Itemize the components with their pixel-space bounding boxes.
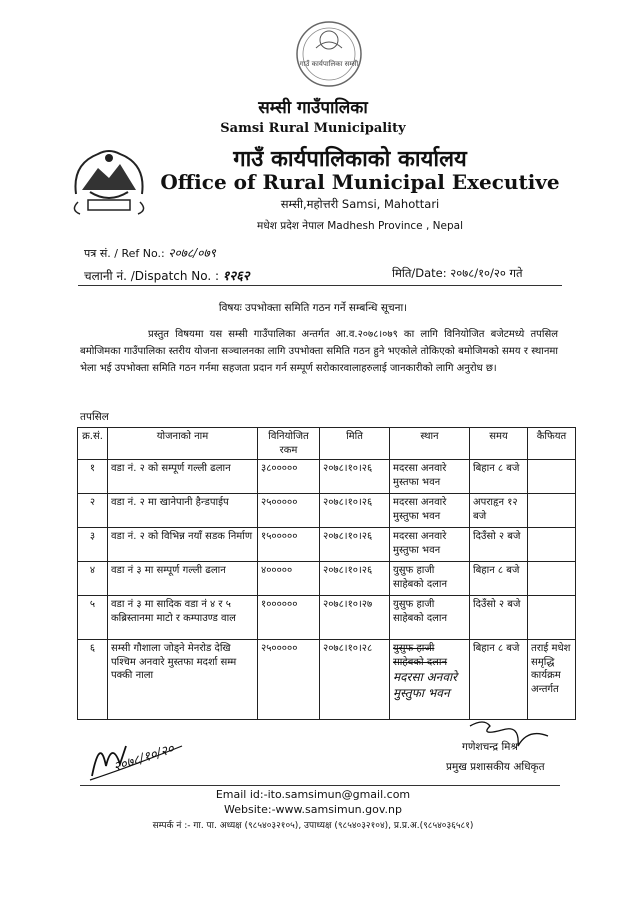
office-name-en: Office of Rural Municipal Executive xyxy=(160,170,560,194)
seal-text: गाउँ कार्यपालिका सम्सी xyxy=(299,60,359,68)
cell-remark: तराई मधेश समृद्धि कार्यक्रम अन्तर्गत xyxy=(528,640,576,720)
cell-place: युसुफ हाजी साहेबको दलान xyxy=(390,596,470,640)
cell-name: वडा नं. २ मा खानेपानी हैन्डपाईप xyxy=(108,494,258,528)
cell-time: बिहान ८ बजे xyxy=(470,640,528,720)
cell-amount: २५००००० xyxy=(258,494,320,528)
cell-amount: १०००००० xyxy=(258,596,320,640)
subject-line: विषयः उपभोक्ता समिति गठन गर्ने सम्बन्धि सूचना। xyxy=(218,302,408,314)
table-row xyxy=(78,494,576,528)
cell-remark xyxy=(528,596,576,640)
footer-contact: सम्पर्क नं :- गा. पा. अध्यक्ष (९८५४०३२१०५), उपाध्यक्ष (९८५४०३२१०४), प्र.प्र.अ.(९८५४०३६५८१) xyxy=(152,821,474,831)
signatory-title: प्रमुख प्रशासकीय अधिकृत xyxy=(446,761,545,773)
cell-date: २०७८।१०।२६ xyxy=(320,562,390,596)
col-header-time: समय xyxy=(470,428,528,460)
cell-remark xyxy=(528,528,576,562)
cell-name: वडा नं ३ मा सादिक वडा नं ४ र ५ कब्रिस्तानमा माटो र कम्पाउण्ड वाल xyxy=(108,596,258,640)
cell-remark xyxy=(528,562,576,596)
cell-name: सम्सी गौशाला जोड्ने मेनरोड देखि पश्चिम अनवारे मुस्तफा मदर्शा सम्म पक्की नाला xyxy=(108,640,258,720)
cell-time: अपराहृन १२ बजे xyxy=(470,494,528,528)
schedule-table xyxy=(77,427,576,720)
footer-email: Email id:-ito.samsimun@gmail.com xyxy=(215,788,411,801)
cell-remark xyxy=(528,460,576,494)
cell-remark xyxy=(528,494,576,528)
body-paragraph: प्रस्तुत विषयमा यस सम्सी गाउँपालिका अन्तर्गत आ.व.२०७८।०७९ का लागि विनियोजित बजेटमध्ये तपसिल बमोजिमका गाउँपालिका स्तरीय योजना सञ्चालनका लागि उपभोक्ता समिति गठन हुने भएकोले तोकिएको बमोजिमको समय र स्थानमा भेला भई उपभोक्ता समिति गठन गर्नमा सहजता प्रदान गर्न सम्पूर्ण सरोकारवालाहरुलाई जानकारीको लागि अनुरोध छ। xyxy=(80,329,558,374)
table-header-row xyxy=(78,428,576,460)
ref-label: पत्र सं. / Ref No.: xyxy=(84,247,165,260)
cell-place: मदरसा अनवारे मुस्तुफा भवन xyxy=(390,528,470,562)
table-row xyxy=(78,528,576,562)
cell-place: युसुफ हाजी साहेबको दलान xyxy=(390,562,470,596)
cell-time: बिहान ८ बजे xyxy=(470,460,528,494)
cell-sn: ४ xyxy=(78,562,108,596)
header-rule xyxy=(78,285,562,286)
col-header-date: मिति xyxy=(320,428,390,460)
cell-amount: ४००००० xyxy=(258,562,320,596)
cell-sn: ६ xyxy=(78,640,108,720)
cell-amount: १५००००० xyxy=(258,528,320,562)
col-header-sn: क्र.सं. xyxy=(78,428,108,460)
dispatch-label: चलानी नं. /Dispatch No. : xyxy=(84,269,220,283)
col-header-remark: कैफियत xyxy=(528,428,576,460)
col-header-place: स्थान xyxy=(390,428,470,460)
footer-website: Website:-www.samsimun.gov.np xyxy=(224,803,402,816)
signature-block xyxy=(440,716,570,780)
date-value: २०७८/१०/२० गते xyxy=(450,266,523,280)
cell-date: २०७८।१०।२६ xyxy=(320,494,390,528)
cell-name: वडा नं. २ को सम्पूर्ण गल्ली ढलान xyxy=(108,460,258,494)
ref-value: २०७८/०७९ xyxy=(168,246,216,260)
dispatch-value: १२६२ xyxy=(222,269,250,284)
date-label: मिति/Date: xyxy=(392,266,447,280)
place-struck-text: युसुफ हाजी साहेबको दलान xyxy=(393,643,448,668)
municipality-name-en: Samsi Rural Municipality xyxy=(220,121,406,136)
cell-name: वडा नं. २ को विभिन्न नयाँ सडक निर्माण xyxy=(108,528,258,562)
address-line: सम्सी,महोत्तरी Samsi, Mahottari xyxy=(280,197,440,211)
place-handwritten-correction: मदरसा अनवारे मुस्तुफा भवन xyxy=(393,670,458,701)
cell-date: २०७८।१०।२८ xyxy=(320,640,390,720)
dispatch-number xyxy=(84,266,250,284)
cell-sn: ५ xyxy=(78,596,108,640)
province-line: मधेश प्रदेश नेपाल Madhesh Province , Nepal xyxy=(257,220,463,232)
col-header-name: योजनाको नाम xyxy=(108,428,258,460)
table-row xyxy=(78,596,576,640)
municipality-name-np: सम्सी गाउँपालिका xyxy=(258,98,368,118)
cell-time: बिहान ८ बजे xyxy=(470,562,528,596)
table-row xyxy=(78,640,576,720)
cell-sn: १ xyxy=(78,460,108,494)
cell-amount: २५००००० xyxy=(258,640,320,720)
letter-date xyxy=(392,266,523,281)
cell-sn: २ xyxy=(78,494,108,528)
cell-name: वडा नं ३ मा सम्पूर्ण गल्ली ढलान xyxy=(108,562,258,596)
table-title: तपसिल xyxy=(80,411,109,423)
top-seal xyxy=(294,18,364,90)
cell-place xyxy=(390,640,470,720)
cell-date: २०७८।१०।२७ xyxy=(320,596,390,640)
cell-sn: ३ xyxy=(78,528,108,562)
col-header-amount: विनियोजित रकम xyxy=(258,428,320,460)
footer-rule xyxy=(80,785,560,786)
table-row xyxy=(78,562,576,596)
nepal-emblem-logo xyxy=(68,144,150,222)
handwritten-initials xyxy=(82,726,192,786)
initials-date: २०७८/१०/२० xyxy=(111,741,177,776)
signatory-name: गणेशचन्द्र मिश्र xyxy=(462,741,518,753)
table-row xyxy=(78,460,576,494)
cell-place: मदरसा अनवारे मुस्तुफा भवन xyxy=(390,494,470,528)
cell-place: मदरसा अनवारे मुस्तफा भवन xyxy=(390,460,470,494)
cell-date: २०७८।१०।२६ xyxy=(320,460,390,494)
office-name-np: गाउँ कार्यपालिकाको कार्यालय xyxy=(233,146,467,172)
cell-time: दिउँसो २ बजे xyxy=(470,528,528,562)
cell-date: २०७८।१०।२६ xyxy=(320,528,390,562)
cell-amount: ३८००००० xyxy=(258,460,320,494)
cell-time: दिउँसो २ बजे xyxy=(470,596,528,640)
ref-number xyxy=(84,244,216,261)
